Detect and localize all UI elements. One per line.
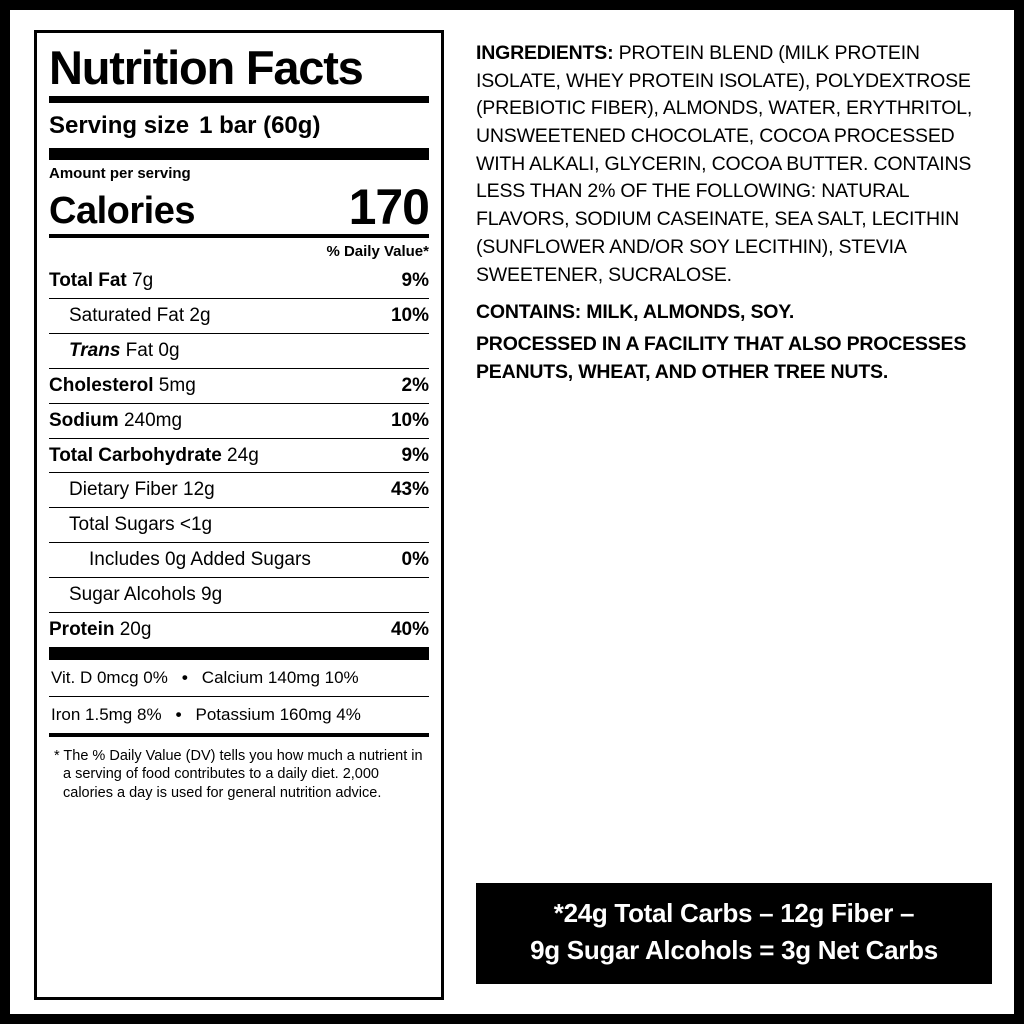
nutrient-daily-value: 9% — [401, 444, 429, 466]
daily-value-footnote: * The % Daily Value (DV) tells you how much a nutrient in a serving of food contributes to a daily diet. 2,000 calories a day is used for general nutrition advice. — [54, 747, 423, 801]
nutrient-name: Sodium 240mg — [49, 409, 183, 431]
nutrient-name: Protein 20g — [49, 618, 152, 640]
calories-value: 170 — [348, 179, 429, 236]
nutrient-name: Saturated Fat 2g — [69, 305, 211, 327]
facility-statement: PROCESSED IN A FACILITY THAT ALSO PROCESSES PEANUTS, WHEAT, AND OTHER TREE NUTS. — [476, 332, 967, 383]
micronutrient-left: Vit. D 0mcg 0% — [51, 667, 168, 687]
nutrient-daily-value: 2% — [401, 374, 429, 396]
serving-size-row — [49, 103, 429, 148]
serving-size-value: 1 bar (60g) — [199, 112, 321, 140]
net-carbs-line-1: *24g Total Carbs – 12g Fiber – — [553, 897, 915, 928]
micronutrient-separator-dot: • — [181, 667, 188, 687]
nutrient-name: Trans Fat 0g — [69, 340, 180, 362]
micronutrient-separator-dot: • — [175, 704, 182, 724]
nutrient-name: Sugar Alcohols 9g — [69, 583, 223, 605]
serving-size-label: Serving size — [49, 112, 190, 140]
nutrient-row — [49, 473, 429, 507]
daily-value-header: % Daily Value* — [326, 243, 429, 261]
nutrient-name: Dietary Fiber 12g — [69, 479, 215, 501]
micronutrient-right: Potassium 160mg 4% — [195, 704, 361, 724]
micronutrient-row — [49, 697, 429, 733]
net-carbs-line-2: 9g Sugar Alcohols = 3g Net Carbs — [530, 935, 938, 966]
nutrient-daily-value: 0% — [401, 549, 429, 571]
contains-statement: CONTAINS: MILK, ALMONDS, SOY. — [476, 301, 795, 324]
divider-thick-bottom — [49, 648, 429, 660]
nutrient-name: Includes 0g Added Sugars — [89, 549, 311, 571]
nutrient-name: Total Carbohydrate 24g — [49, 444, 259, 466]
nutrient-row — [49, 508, 429, 542]
nutrient-row — [49, 404, 429, 438]
micronutrient-row — [49, 660, 429, 696]
ingredients-paragraph — [476, 40, 992, 289]
nutrient-daily-value: 9% — [401, 270, 429, 292]
micronutrient-right: Calcium 140mg 10% — [201, 667, 359, 687]
micronutrient-rows — [49, 660, 429, 733]
ingredients-lead: INGREDIENTS: — [476, 42, 614, 64]
nutrient-row — [49, 613, 429, 647]
calories-label: Calories — [49, 190, 195, 233]
micronutrient-left: Iron 1.5mg 8% — [51, 704, 162, 724]
nutrient-name: Total Fat 7g — [49, 270, 154, 292]
nutrient-name: Cholesterol 5mg — [49, 374, 196, 396]
nutrient-row — [49, 578, 429, 612]
nutrient-daily-value: 10% — [390, 305, 429, 327]
calories-row — [49, 179, 429, 236]
amount-per-serving-label: Amount per serving — [49, 165, 191, 183]
nutrition-facts-title: Nutrition Facts — [49, 41, 363, 94]
nutrient-name: Total Sugars <1g — [69, 514, 213, 536]
nutrient-rows — [49, 264, 429, 647]
nutrient-row — [49, 543, 429, 577]
nutrient-row — [49, 369, 429, 403]
ingredients-body: PROTEIN BLEND (MILK PROTEIN ISOLATE, WHEY PROTEIN ISOLATE), POLYDEXTROSE (PREBIOTIC FIBER), ALMONDS, WATER, ERYTHRITOL, UNSWEETENED CHOCOLATE, COCOA PROCESSED WITH ALKALI, GLYCERIN, COCOA BUTTER. CONTAINS LESS THAN 2% OF THE FOLLOWING: NATURAL FLAVORS, SODIUM CASEINATE, SEA SALT, LECITHIN (SUNFLOWER AND/OR SOY LECITHIN), STEVIA SWEETENER, SUCRALOSE. — [476, 42, 973, 286]
nutrient-row — [49, 299, 429, 333]
nutrient-daily-value: 43% — [390, 479, 429, 501]
nutrient-row — [49, 439, 429, 473]
divider-thick-top — [49, 148, 429, 160]
nutrient-row — [49, 264, 429, 298]
divider-under-title — [49, 96, 429, 103]
net-carbs-callout — [476, 883, 992, 984]
nutrition-facts-panel — [34, 30, 444, 1000]
ingredients-column — [444, 26, 996, 998]
nutrient-daily-value: 40% — [390, 618, 429, 640]
nutrient-daily-value: 10% — [390, 409, 429, 431]
nutrient-row — [49, 334, 429, 368]
